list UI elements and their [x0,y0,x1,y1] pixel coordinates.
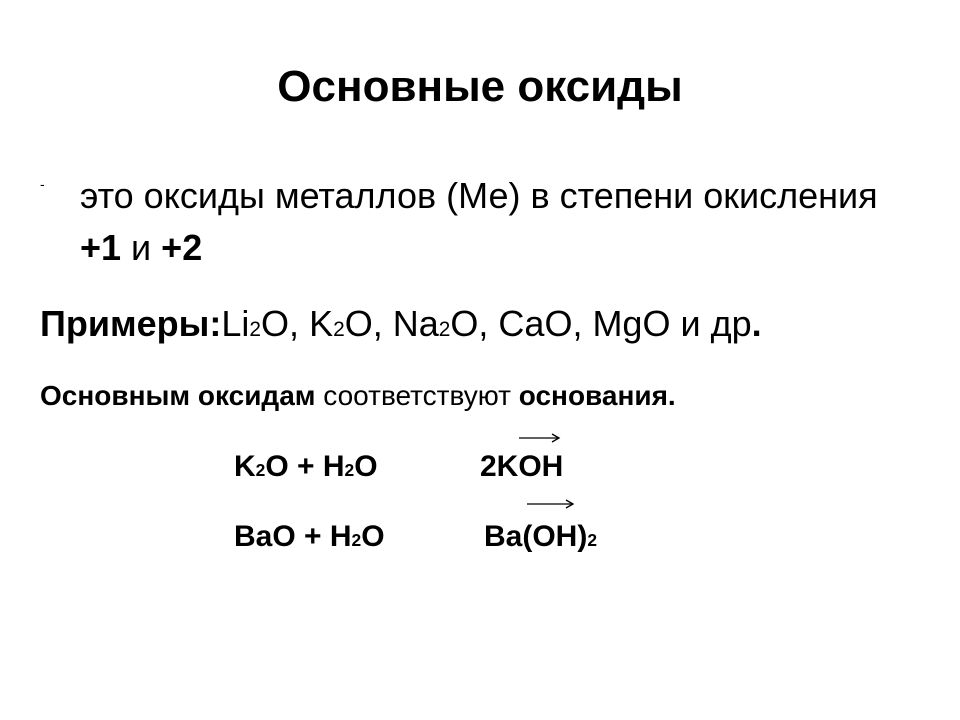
definition-and: и [121,227,162,268]
examples-tail: CaO, MgO и др [498,303,752,344]
equation-2-rhs: Ba(OH)2 [484,520,598,553]
definition-body: это оксиды металлов (Ме) в степени окисления [80,175,878,216]
equation-2-lhs: BaO + H2O [234,520,385,553]
example-li2o: Li2O, [221,303,310,344]
oxidation-state-1: +1 [80,227,122,268]
definition-text [80,170,900,274]
correspondence-subject: Основным оксидам [40,380,316,411]
example-na2o: Na2O, [392,303,499,344]
examples-end: . [751,303,762,344]
oxidation-state-2: +2 [161,227,203,268]
example-k2o: K2O, [309,303,393,344]
correspondence-line [40,380,940,412]
correspondence-object: основания. [518,380,676,411]
correspondence-verb: соответствуют [315,380,519,411]
reaction-arrow-2 [526,498,576,510]
equation-1-rhs: 2KOH [480,450,564,483]
slide-title: Основные оксиды [277,62,683,111]
reaction-arrow-1 [518,432,562,444]
examples-label: Примеры: [40,303,222,344]
examples-line [40,303,940,345]
equation-1-lhs: K2O + H2O [234,450,378,483]
bullet-mark: - [40,176,45,192]
